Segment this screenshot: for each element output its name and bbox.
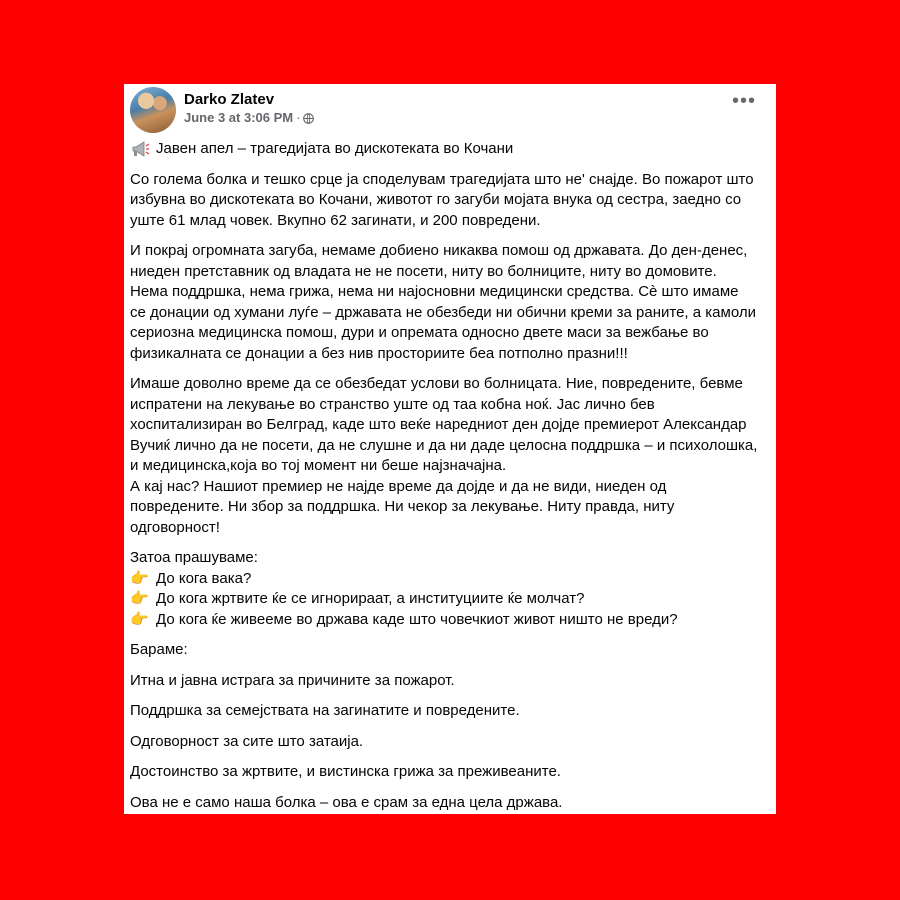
- demand-item: Достоинство за жртвите, и вистинска грижа за преживеаните.: [130, 763, 561, 780]
- question-text: До кога вака?: [156, 569, 252, 587]
- paragraph-3: Имаше доволно време да се обезбедат услови во болницата. Ние, повредените, бевме испратени на лекување во странство уште од таа кобна ноќ. Јас лично бев хоспитализиран во Белград, каде што веќе наредниот ден дојде премиерот Александар Вучиќ лично да не посети, да не слушне и да ни даде целосна поддршка – и психолошка, и медицинска,која во тој момент ни беше најзначајна.: [130, 375, 758, 474]
- more-options-icon[interactable]: •••: [731, 90, 756, 112]
- questions-intro: Затоа прашуваме:: [130, 549, 258, 566]
- globe-icon: [303, 113, 314, 124]
- facebook-post-card: [124, 84, 776, 814]
- post-meta: [184, 87, 314, 127]
- megaphone-icon: [130, 140, 150, 158]
- question-item: [130, 610, 758, 631]
- pointing-hand-icon: 👉: [130, 610, 149, 628]
- demand-item: Итна и јавна истрага за причините за пожарот.: [130, 671, 455, 689]
- question-item: [130, 589, 758, 610]
- closing-line: Ова не е само наша болка – ова е срам за една цела држава.: [130, 793, 563, 811]
- paragraph-4: А кај нас? Нашиот премиер не најде време да дојде и да не види, ниеден од повредените. Ни збор за поддршка. Ни чекор за лекување. Ниту правда, ниту одговорност!: [130, 477, 675, 536]
- post-timestamp[interactable]: June 3 at 3:06 PM: [184, 110, 294, 125]
- avatar[interactable]: [130, 87, 176, 133]
- demand-item: Одговорност за сите што затаија.: [130, 732, 364, 750]
- time-row: [184, 109, 314, 127]
- post-title-line: [130, 139, 758, 160]
- paragraph-2: И покрај огромната загуба, немаме добиено никаква помош од државата. До ден-денес, ниеден претставник од владата не не посети, ниту во болниците, ниту во домовите. Нема поддршка, нема грижа, нема ни најосновни медицински средства. Сè што имаме се донации од хумани луѓе – државата не обезбеди ни обични креми за раните, а камоли сериозна медицинска помош, дури и опремата односно двете маси за вежбање во физикалната се донации а без нив просториите беа потполно празни!!!: [130, 242, 756, 362]
- question-item: [130, 569, 758, 590]
- post-body: [130, 139, 762, 813]
- post-title: Јавен апел – трагедијата во дискотеката во Кочани: [156, 140, 514, 157]
- pointing-hand-icon: 👉: [130, 590, 149, 608]
- author-name[interactable]: Darko Zlatev: [184, 91, 275, 108]
- demands-intro: Бараме:: [130, 641, 188, 658]
- question-text: До кога жртвите ќе се игнорираат, а институциите ќе молчат?: [156, 590, 585, 607]
- pointing-hand-icon: 👉: [130, 569, 149, 587]
- paragraph-1: Со голема болка и тешко срце ја споделувам трагедијата што не' снајде. Во пожарот што избувна во дискотеката во Кочани, животот го загуби мојата внука од сестра, заедно со уште 61 млад човек. Вкупно 62 загинати, и 200 повредени.: [130, 170, 754, 229]
- post-header: [130, 87, 762, 139]
- question-text: До кога ќе живееме во држава каде што човечкиот живот ништо не вреди?: [156, 610, 678, 628]
- demand-item: Поддршка за семејствата на загинатите и повредените.: [130, 702, 520, 719]
- meta-separator: ·: [296, 110, 301, 125]
